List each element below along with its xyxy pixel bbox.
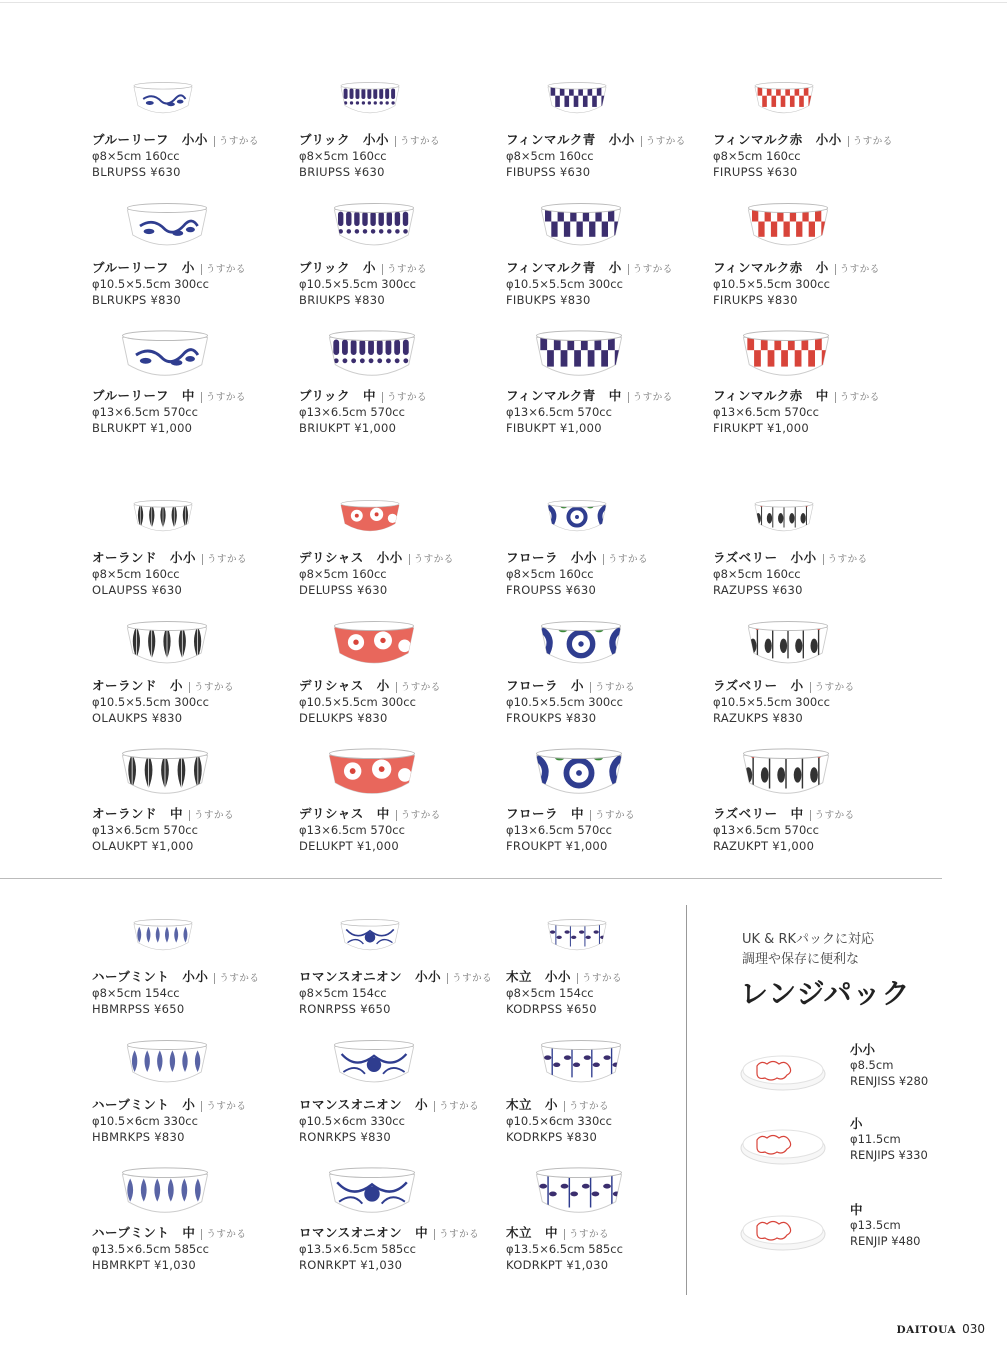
- product-name-text: ロマンスオニオン 小小: [299, 969, 442, 984]
- product-grid-1: [92, 70, 920, 454]
- product-tag: うすかる: [201, 1229, 246, 1240]
- product-name-text: フィンマルク赤 小小: [713, 132, 842, 147]
- product-spec: φ8×5cm 154cc: [299, 986, 387, 1000]
- product-card: [506, 1163, 706, 1287]
- product-grid-3: [92, 907, 713, 1291]
- bowl-image: [743, 616, 833, 672]
- product-tag: うすかる: [382, 264, 427, 275]
- product-card: [506, 1035, 706, 1159]
- bowl-image: [337, 74, 403, 124]
- product-tag: うすかる: [835, 264, 880, 275]
- product-tag: うすかる: [590, 682, 635, 693]
- range-pack-size: 中: [850, 1202, 863, 1217]
- range-pack-code: RENJISS ¥280: [850, 1074, 929, 1088]
- product-name-text: ブリック 小小: [299, 132, 390, 147]
- product-name: [506, 548, 648, 566]
- bowl-image: [751, 74, 817, 124]
- product-tag: うすかる: [848, 136, 893, 147]
- product-card: [92, 907, 292, 1031]
- product-code-price: RAZUKPT ¥1,000: [713, 839, 815, 853]
- product-name-text: デリシャス 中: [299, 806, 390, 821]
- product-code-price: KODRPSS ¥650: [506, 1002, 597, 1016]
- product-name-text: オーランド 小: [92, 678, 184, 693]
- product-card: [92, 488, 292, 612]
- product-code-price: FIBUKPT ¥1,000: [506, 421, 602, 435]
- page-footer: [896, 1322, 985, 1336]
- bowl-image: [130, 74, 196, 124]
- product-card: [506, 907, 706, 1031]
- bowl-image: [130, 911, 196, 961]
- product-card: [506, 616, 706, 740]
- range-pack-dim: φ8.5cm: [850, 1058, 894, 1072]
- bowl-image: [122, 616, 212, 672]
- bowl-image: [524, 744, 634, 802]
- product-card: [299, 616, 499, 740]
- bowl-image: [337, 492, 403, 542]
- bowl-image: [536, 1035, 626, 1091]
- product-code-price: RONRPSS ¥650: [299, 1002, 391, 1016]
- bowl-image: [524, 326, 634, 384]
- product-tag: うすかる: [810, 682, 855, 693]
- product-card: [92, 1035, 292, 1159]
- bowl-image: [751, 492, 817, 542]
- bowl-image: [524, 1163, 634, 1221]
- product-spec: φ8×5cm 160cc: [713, 149, 801, 163]
- product-name: [92, 676, 234, 694]
- product-name-text: 木立 中: [506, 1225, 559, 1240]
- product-card: [506, 70, 706, 194]
- product-spec: φ8×5cm 154cc: [92, 986, 180, 1000]
- product-name-text: フィンマルク青 中: [506, 388, 622, 403]
- product-name: [299, 386, 427, 404]
- product-card: [299, 326, 499, 450]
- product-name-text: ブリック 中: [299, 388, 377, 403]
- product-grid-2: [92, 488, 920, 872]
- product-name-text: フローラ 中: [506, 806, 585, 821]
- product-name-text: フィンマルク青 小: [506, 260, 622, 275]
- bowl-image: [544, 911, 610, 961]
- product-tag: うすかる: [641, 136, 686, 147]
- product-name: [713, 258, 880, 276]
- product-name: [506, 1223, 609, 1241]
- product-card: [713, 744, 913, 868]
- product-code-price: HBMRPSS ¥650: [92, 1002, 185, 1016]
- product-code-price: OLAUKPS ¥830: [92, 711, 183, 725]
- bowl-image: [731, 326, 841, 384]
- product-spec: φ8×5cm 160cc: [92, 567, 180, 581]
- range-pack-code: RENJIPS ¥330: [850, 1148, 928, 1162]
- product-tag: うすかる: [628, 264, 673, 275]
- product-name: [92, 130, 259, 148]
- product-spec: φ13.5×6.5cm 585cc: [92, 1242, 209, 1256]
- product-code-price: KODRKPT ¥1,030: [506, 1258, 609, 1272]
- product-name-text: ロマンスオニオン 小: [299, 1097, 429, 1112]
- product-tag: うすかる: [201, 1101, 246, 1112]
- top-divider: [0, 2, 1007, 3]
- product-tag: うすかる: [201, 392, 246, 403]
- product-spec: φ13×6.5cm 570cc: [299, 823, 405, 837]
- product-name: [506, 676, 635, 694]
- bowl-image: [110, 744, 220, 802]
- product-card: [506, 744, 706, 868]
- product-card: [713, 198, 913, 322]
- product-card: [92, 1163, 292, 1287]
- product-spec: φ8×5cm 160cc: [299, 567, 387, 581]
- product-name-text: ラズベリー 小: [713, 678, 804, 693]
- product-spec: φ8×5cm 160cc: [713, 567, 801, 581]
- product-name-text: ラズベリー 中: [713, 806, 804, 821]
- product-name-text: オーランド 小小: [92, 550, 197, 565]
- range-pack-image: [735, 1040, 830, 1105]
- product-spec: φ13×6.5cm 570cc: [299, 405, 405, 419]
- product-card: [299, 1035, 499, 1159]
- product-card: [506, 198, 706, 322]
- bowl-image: [110, 1163, 220, 1221]
- product-tag: うすかる: [201, 264, 246, 275]
- bowl-image: [743, 198, 833, 254]
- product-name-text: フィンマルク青 小小: [506, 132, 635, 147]
- product-tag: うすかる: [409, 554, 454, 565]
- range-pack-image: [735, 1200, 830, 1265]
- product-name-text: ロマンスオニオン 中: [299, 1225, 429, 1240]
- product-name-text: 木立 小: [506, 1097, 559, 1112]
- product-spec: φ13×6.5cm 570cc: [92, 823, 198, 837]
- product-code-price: BRIUPSS ¥630: [299, 165, 385, 179]
- product-name-text: フィンマルク赤 小: [713, 260, 829, 275]
- product-name-text: ハーブミント 中: [92, 1225, 196, 1240]
- product-tag: うすかる: [214, 136, 259, 147]
- product-name: [506, 386, 673, 404]
- product-tag: うすかる: [447, 973, 492, 984]
- bowl-image: [329, 616, 419, 672]
- product-code-price: DELUKPS ¥830: [299, 711, 388, 725]
- product-card: [299, 198, 499, 322]
- vertical-divider: [686, 905, 687, 1295]
- product-code-price: BLRUPSS ¥630: [92, 165, 181, 179]
- product-code-price: HBMRKPT ¥1,030: [92, 1258, 197, 1272]
- product-name: [92, 258, 246, 276]
- product-name-text: ブルーリーフ 中: [92, 388, 195, 403]
- range-pack-size: 小小: [850, 1042, 876, 1057]
- range-pack-item: [735, 1200, 945, 1270]
- product-name-text: ブリック 小: [299, 260, 377, 275]
- product-code-price: FIRUPSS ¥630: [713, 165, 798, 179]
- range-pack-dim: φ11.5cm: [850, 1132, 901, 1146]
- product-card: [713, 326, 913, 450]
- bowl-image: [122, 1035, 212, 1091]
- product-name: [299, 1095, 479, 1113]
- product-card: [299, 744, 499, 868]
- product-code-price: HBMRKPS ¥830: [92, 1130, 185, 1144]
- product-tag: うすかる: [590, 810, 635, 821]
- product-code-price: OLAUPSS ¥630: [92, 583, 183, 597]
- product-spec: φ10.5×5.5cm 300cc: [506, 695, 623, 709]
- range-pack-dim: φ13.5cm: [850, 1218, 901, 1232]
- product-name: [506, 967, 622, 985]
- product-name-text: 木立 小小: [506, 969, 572, 984]
- product-name-text: ブルーリーフ 小小: [92, 132, 208, 147]
- bowl-image: [337, 911, 403, 961]
- product-tag: うすかる: [396, 682, 441, 693]
- product-spec: φ13.5×6.5cm 585cc: [506, 1242, 623, 1256]
- product-name-text: ハーブミント 小: [92, 1097, 196, 1112]
- product-name: [506, 130, 686, 148]
- product-spec: φ13×6.5cm 570cc: [713, 823, 819, 837]
- product-spec: φ13.5×6.5cm 585cc: [299, 1242, 416, 1256]
- product-spec: φ10.5×5.5cm 300cc: [713, 695, 830, 709]
- product-tag: うすかる: [577, 973, 622, 984]
- product-name: [506, 1095, 609, 1113]
- product-name: [92, 967, 259, 985]
- product-spec: φ8×5cm 160cc: [506, 149, 594, 163]
- product-name: [299, 967, 492, 985]
- bowl-image: [536, 198, 626, 254]
- page-number: 030: [962, 1322, 985, 1336]
- product-name-text: フローラ 小: [506, 678, 585, 693]
- product-tag: うすかる: [835, 392, 880, 403]
- product-code-price: KODRKPS ¥830: [506, 1130, 598, 1144]
- product-tag: うすかる: [628, 392, 673, 403]
- product-card: [299, 70, 499, 194]
- product-card: [92, 70, 292, 194]
- product-tag: うすかる: [434, 1229, 479, 1240]
- product-name-text: ブルーリーフ 小: [92, 260, 195, 275]
- product-tag: うすかる: [189, 810, 234, 821]
- product-name: [299, 804, 441, 822]
- product-name-text: フローラ 小小: [506, 550, 598, 565]
- product-spec: φ8×5cm 160cc: [299, 149, 387, 163]
- product-spec: φ10.5×5.5cm 300cc: [506, 277, 623, 291]
- product-card: [506, 488, 706, 612]
- product-card: [713, 70, 913, 194]
- section-divider: [0, 878, 942, 879]
- product-name: [713, 386, 880, 404]
- product-card: [299, 907, 499, 1031]
- product-spec: φ10.5×5.5cm 300cc: [92, 695, 209, 709]
- product-tag: うすかる: [564, 1101, 609, 1112]
- product-spec: φ10.5×5.5cm 300cc: [299, 695, 416, 709]
- product-spec: φ8×5cm 154cc: [506, 986, 594, 1000]
- product-card: [299, 1163, 499, 1287]
- product-code-price: FIRUKPS ¥830: [713, 293, 798, 307]
- product-tag: うすかる: [603, 554, 648, 565]
- range-pack-item: [735, 1040, 945, 1110]
- bowl-image: [536, 616, 626, 672]
- product-code-price: FIBUKPS ¥830: [506, 293, 591, 307]
- product-name-text: デリシャス 小: [299, 678, 390, 693]
- product-name-text: オーランド 中: [92, 806, 184, 821]
- product-spec: φ13×6.5cm 570cc: [92, 405, 198, 419]
- range-pack-subtitle-2: 調理や保存に便利な: [742, 952, 860, 967]
- product-code-price: RAZUPSS ¥630: [713, 583, 803, 597]
- range-pack-item: [735, 1114, 945, 1184]
- product-tag: うすかる: [396, 810, 441, 821]
- bowl-image: [317, 326, 427, 384]
- range-pack-image: [735, 1114, 830, 1179]
- product-spec: φ13×6.5cm 570cc: [713, 405, 819, 419]
- product-name: [299, 130, 440, 148]
- product-tag: うすかる: [214, 973, 259, 984]
- product-name-text: ラズベリー 小小: [713, 550, 817, 565]
- product-code-price: OLAUKPT ¥1,000: [92, 839, 194, 853]
- bowl-image: [317, 744, 427, 802]
- product-spec: φ13×6.5cm 570cc: [506, 823, 612, 837]
- product-spec: φ10.5×6cm 330cc: [299, 1114, 405, 1128]
- product-name: [299, 258, 427, 276]
- bowl-image: [544, 492, 610, 542]
- product-tag: うすかる: [395, 136, 440, 147]
- bowl-image: [122, 198, 212, 254]
- product-name: [713, 548, 868, 566]
- product-spec: φ13×6.5cm 570cc: [506, 405, 612, 419]
- product-card: [92, 744, 292, 868]
- product-spec: φ10.5×5.5cm 300cc: [299, 277, 416, 291]
- product-spec: φ10.5×5.5cm 300cc: [92, 277, 209, 291]
- bowl-image: [317, 1163, 427, 1221]
- product-tag: うすかる: [823, 554, 868, 565]
- product-code-price: FROUKPT ¥1,000: [506, 839, 608, 853]
- range-pack-size: 小: [850, 1116, 863, 1131]
- range-pack-subtitle-1: UK & RKパックに対応: [742, 932, 874, 947]
- product-name: [299, 548, 454, 566]
- bowl-image: [329, 1035, 419, 1091]
- product-code-price: RONRKPT ¥1,030: [299, 1258, 403, 1272]
- product-card: [299, 488, 499, 612]
- brand-name: DAITOUA: [896, 1324, 957, 1336]
- bowl-image: [110, 326, 220, 384]
- product-code-price: BRIUKPT ¥1,000: [299, 421, 397, 435]
- product-spec: φ8×5cm 160cc: [506, 567, 594, 581]
- product-code-price: BLRUKPT ¥1,000: [92, 421, 193, 435]
- product-name: [92, 1223, 246, 1241]
- product-code-price: BLRUKPS ¥830: [92, 293, 182, 307]
- product-code-price: DELUKPT ¥1,000: [299, 839, 399, 853]
- product-code-price: FIBUPSS ¥630: [506, 165, 591, 179]
- product-name: [92, 386, 246, 404]
- product-name: [713, 676, 855, 694]
- product-card: [92, 198, 292, 322]
- product-card: [506, 326, 706, 450]
- product-code-price: FROUKPS ¥830: [506, 711, 597, 725]
- product-spec: φ10.5×5.5cm 300cc: [713, 277, 830, 291]
- bowl-image: [544, 74, 610, 124]
- bowl-image: [130, 492, 196, 542]
- range-pack-title: レンジパック: [740, 977, 911, 1010]
- product-name: [92, 548, 247, 566]
- product-name-text: ハーブミント 小小: [92, 969, 209, 984]
- product-tag: うすかる: [382, 392, 427, 403]
- product-tag: うすかる: [434, 1101, 479, 1112]
- product-name: [713, 804, 855, 822]
- product-tag: うすかる: [810, 810, 855, 821]
- bowl-image: [329, 198, 419, 254]
- product-name: [92, 1095, 246, 1113]
- range-pack-code: RENJIP ¥480: [850, 1234, 921, 1248]
- product-name: [713, 130, 893, 148]
- product-name-text: デリシャス 小小: [299, 550, 403, 565]
- product-spec: φ8×5cm 160cc: [92, 149, 180, 163]
- product-name: [506, 804, 635, 822]
- product-code-price: DELUPSS ¥630: [299, 583, 388, 597]
- product-code-price: FIRUKPT ¥1,000: [713, 421, 810, 435]
- product-spec: φ10.5×6cm 330cc: [506, 1114, 612, 1128]
- product-tag: うすかる: [202, 554, 247, 565]
- product-spec: φ10.5×6cm 330cc: [92, 1114, 198, 1128]
- product-name: [506, 258, 673, 276]
- product-code-price: FROUPSS ¥630: [506, 583, 597, 597]
- product-name-text: フィンマルク赤 中: [713, 388, 829, 403]
- product-name: [92, 804, 234, 822]
- product-card: [92, 616, 292, 740]
- product-name: [299, 1223, 479, 1241]
- product-tag: うすかる: [564, 1229, 609, 1240]
- product-card: [713, 616, 913, 740]
- product-code-price: RAZUKPS ¥830: [713, 711, 803, 725]
- product-tag: うすかる: [189, 682, 234, 693]
- product-card: [713, 488, 913, 612]
- product-name: [299, 676, 441, 694]
- bowl-image: [731, 744, 841, 802]
- product-card: [92, 326, 292, 450]
- product-code-price: BRIUKPS ¥830: [299, 293, 385, 307]
- product-code-price: RONRKPS ¥830: [299, 1130, 391, 1144]
